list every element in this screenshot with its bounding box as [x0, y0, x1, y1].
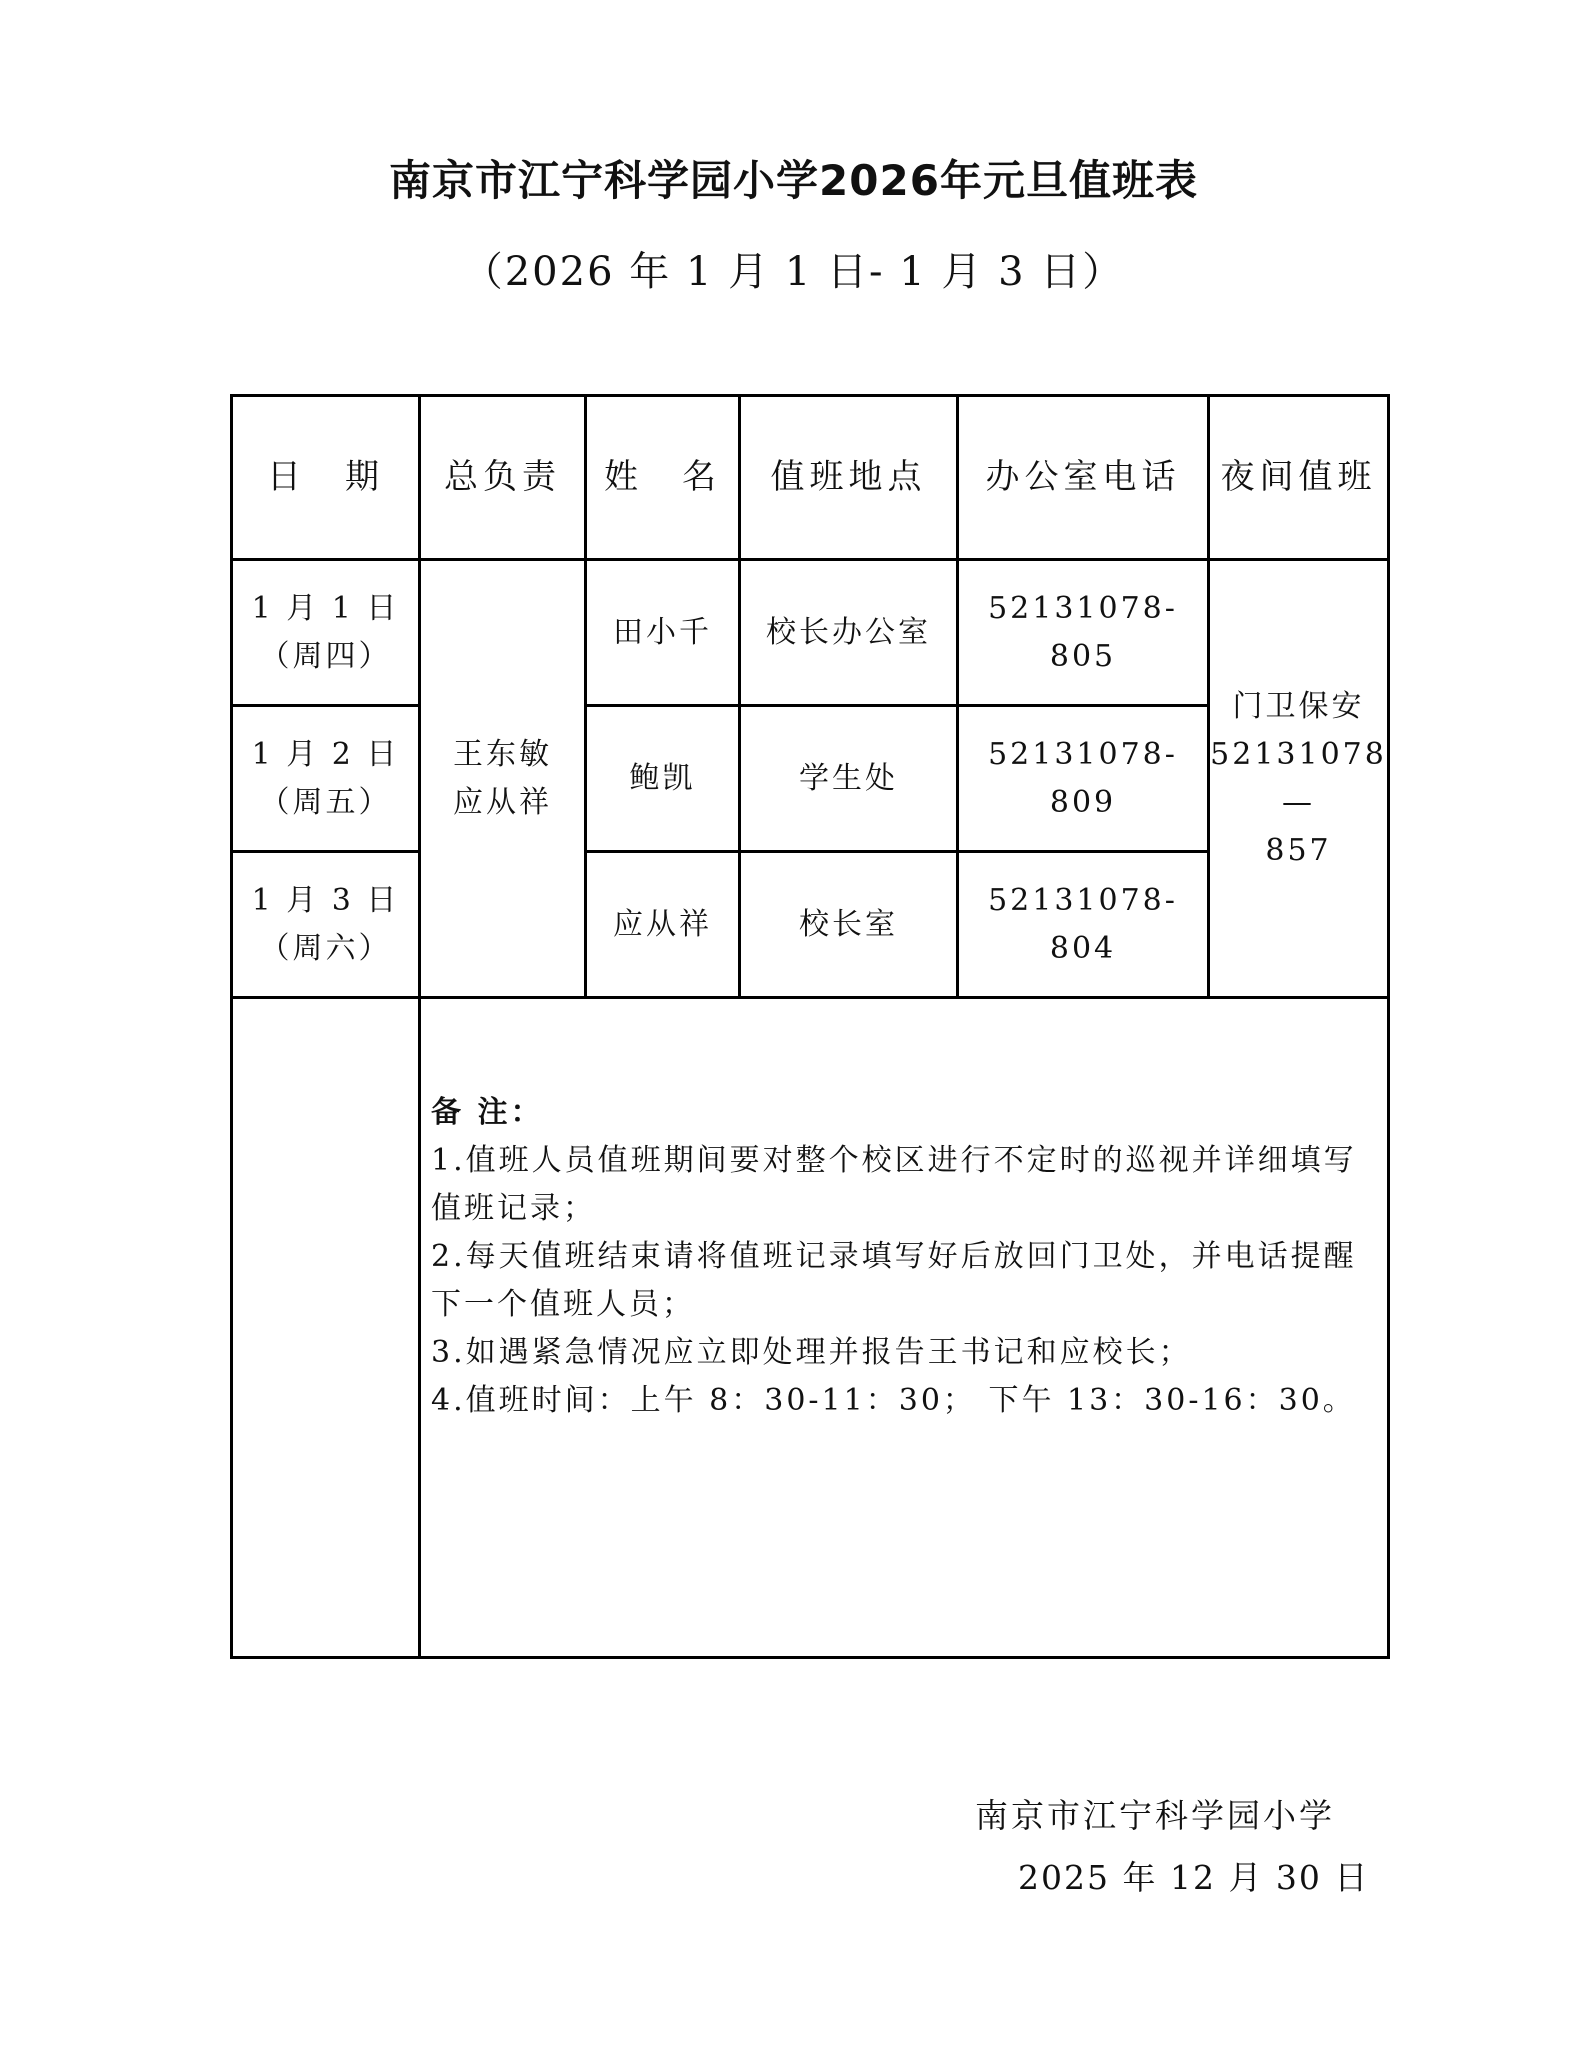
- note-item: 3.如遇紧急情况应立即处理并报告王书记和应校长；: [431, 1335, 1192, 1370]
- table-header-row: [232, 396, 1389, 560]
- night-duty-cell: [1209, 560, 1389, 998]
- header-name: 姓 名: [586, 396, 740, 560]
- header-date: 日 期: [232, 396, 420, 560]
- leader-name: 应从祥: [453, 784, 552, 820]
- leader-name: 王东敏: [453, 736, 552, 772]
- footer-org: 南京市江宁科学园小学: [975, 1796, 1335, 1835]
- header-night: 夜间值班: [1209, 396, 1389, 560]
- name-cell: 田小千: [586, 560, 740, 706]
- date-cell: [232, 706, 420, 852]
- date-range-subtitle: （2026 年 1 月 1 日- 1 月 3 日）: [462, 249, 1125, 295]
- notes-empty-cell: [232, 998, 420, 1658]
- leader-cell: [420, 560, 586, 998]
- header-leader: 总负责: [420, 396, 586, 560]
- weekday-text: （周四）: [259, 638, 392, 674]
- night-duty-label: 门卫保安: [1232, 688, 1365, 724]
- footer-date: 2025 年 12 月 30 日: [1018, 1858, 1370, 1897]
- note-item: 4.值班时间：上午 8：30-11：30； 下午 13：30-16：30。: [431, 1383, 1356, 1418]
- location-cell: 校长办公室: [740, 560, 958, 706]
- document-title: 南京市江宁科学园小学2026年元旦值班表: [389, 156, 1198, 205]
- phone-cell: 52131078-809: [958, 706, 1209, 852]
- night-duty-ext: 857: [1265, 832, 1332, 868]
- notes-cell: [420, 998, 1389, 1658]
- date-cell: [232, 852, 420, 998]
- header-location: 值班地点: [740, 396, 958, 560]
- weekday-text: （周六）: [259, 930, 392, 966]
- notes-heading: 备 注：: [431, 1095, 544, 1130]
- table-row: [232, 560, 1389, 706]
- date-text: 1 月 1 日: [251, 590, 400, 626]
- date-cell: [232, 560, 420, 706]
- name-cell: 鲍凯: [586, 706, 740, 852]
- name-cell: 应从祥: [586, 852, 740, 998]
- phone-cell: 52131078-804: [958, 852, 1209, 998]
- note-item: 2.每天值班结束请将值班记录填写好后放回门卫处，并电话提醒下一个值班人员；: [431, 1239, 1357, 1322]
- duty-schedule-table: [230, 394, 1390, 1659]
- night-duty-phone: 52131078—: [1210, 736, 1387, 820]
- note-item: 1.值班人员值班期间要对整个校区进行不定时的巡视并详细填写值班记录；: [431, 1143, 1357, 1226]
- weekday-text: （周五）: [259, 784, 392, 820]
- date-text: 1 月 2 日: [251, 736, 400, 772]
- location-cell: 校长室: [740, 852, 958, 998]
- header-phone: 办公室电话: [958, 396, 1209, 560]
- notes-row: [232, 998, 1389, 1658]
- location-cell: 学生处: [740, 706, 958, 852]
- date-text: 1 月 3 日: [251, 882, 400, 918]
- phone-cell: 52131078-805: [958, 560, 1209, 706]
